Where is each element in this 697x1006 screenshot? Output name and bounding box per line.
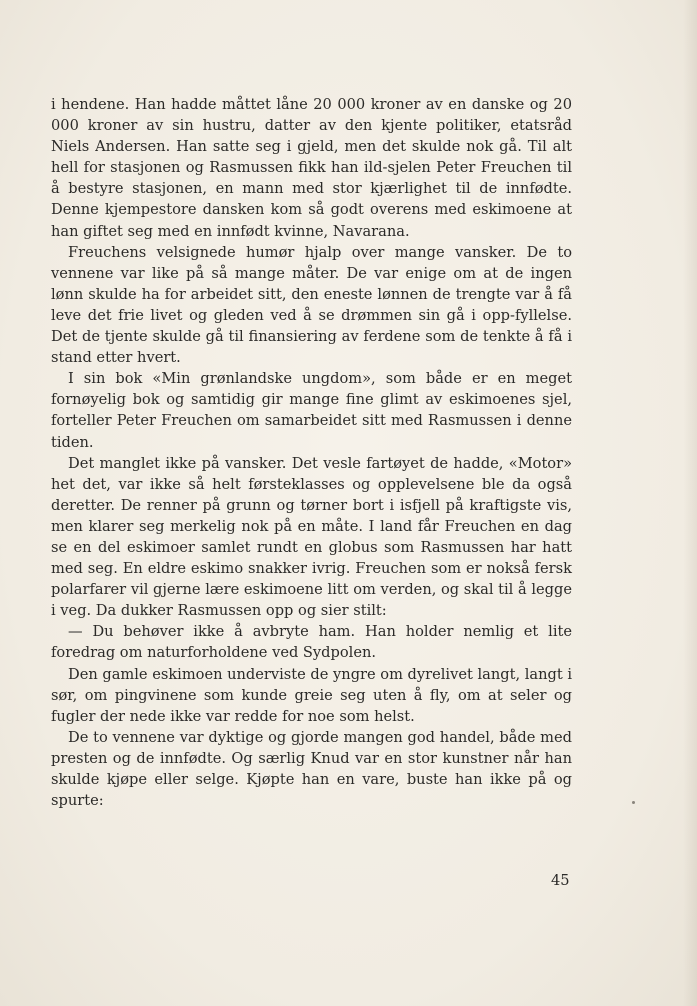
print-speck: [632, 801, 635, 804]
paragraph: Freuchens velsignede humør hjalp over mange vansker. De to vennene var like på så mange måter. De var enige om at de ingen lønn skulde ha for arbeidet sitt, den eneste lønnen de trengte var å få leve det frie livet og gleden ved å se drømmen sin gå i opp-fyllelse. Det de tjente skulde gå til finansiering av ferdene som de tenkte å få i stand etter hvert.: [51, 243, 572, 367]
paragraph: De to vennene var dyktige og gjorde mangen god handel, både med presten og de innfødte. Og særlig Knud var en stor kunstner når han skulde kjøpe eller selge. Kjøpte han en vare, buste han ikke på og spurte:: [51, 728, 572, 810]
paragraph: I sin bok «Min grønlandske ungdom», som både er en meget fornøyelig bok og samtidig gir mange fine glimt av eskimoenes sjel, forteller Peter Freuchen om samarbeidet sitt med Rasmussen i denne tiden.: [51, 370, 572, 451]
body-text: [51, 94, 572, 811]
page-number: 45: [551, 872, 570, 889]
paragraph: — Du behøver ikke å avbryte ham. Han holder nemlig et lite foredrag om naturforholdene ved Sydpolen.: [51, 623, 572, 662]
paragraph: i hendene. Han hadde måttet låne 20 000 kroner av en danske og 20 000 kroner av sin hustru, datter av den kjente politiker, etatsråd Niels Andersen. Han satte seg i gjeld, men det skulde nok gå. Til alt hell for stasjonen og Rasmussen fikk han ild-sjelen Peter Freuchen til å bestyre stasjonen, en mann med stor kjærlighet til de innfødte. Denne kjempestore dansken kom så godt overens med eskimoene at han giftet seg med en innfødt kvinne, Navarana.: [51, 96, 572, 240]
paragraph: Det manglet ikke på vansker. Det vesle fartøyet de hadde, «Motor» het det, var ikke så helt førsteklasses og opplevelsene ble da også deretter. De renner på grunn og tørner bort i isfjell på kraftigste vis, men klarer seg merkelig nok på en måte. I land får Freuchen en dag se en del eskimoer samlet rundt en globus som Rasmussen har hatt med seg. En eldre eskimo snakker ivrig. Freuchen som er nokså fersk polarfarer vil gjerne lære eskimoene litt om verden, og skal til å legge i veg. Da dukker Rasmussen opp og sier stilt:: [51, 454, 572, 620]
paragraph: Den gamle eskimoen underviste de yngre om dyrelivet langt, langt i sør, om pingvinene som kunde greie seg uten å fly, om at seler og fugler der nede ikke var redde for noe som helst.: [51, 665, 572, 725]
page-edge-shadow: [683, 0, 697, 1006]
